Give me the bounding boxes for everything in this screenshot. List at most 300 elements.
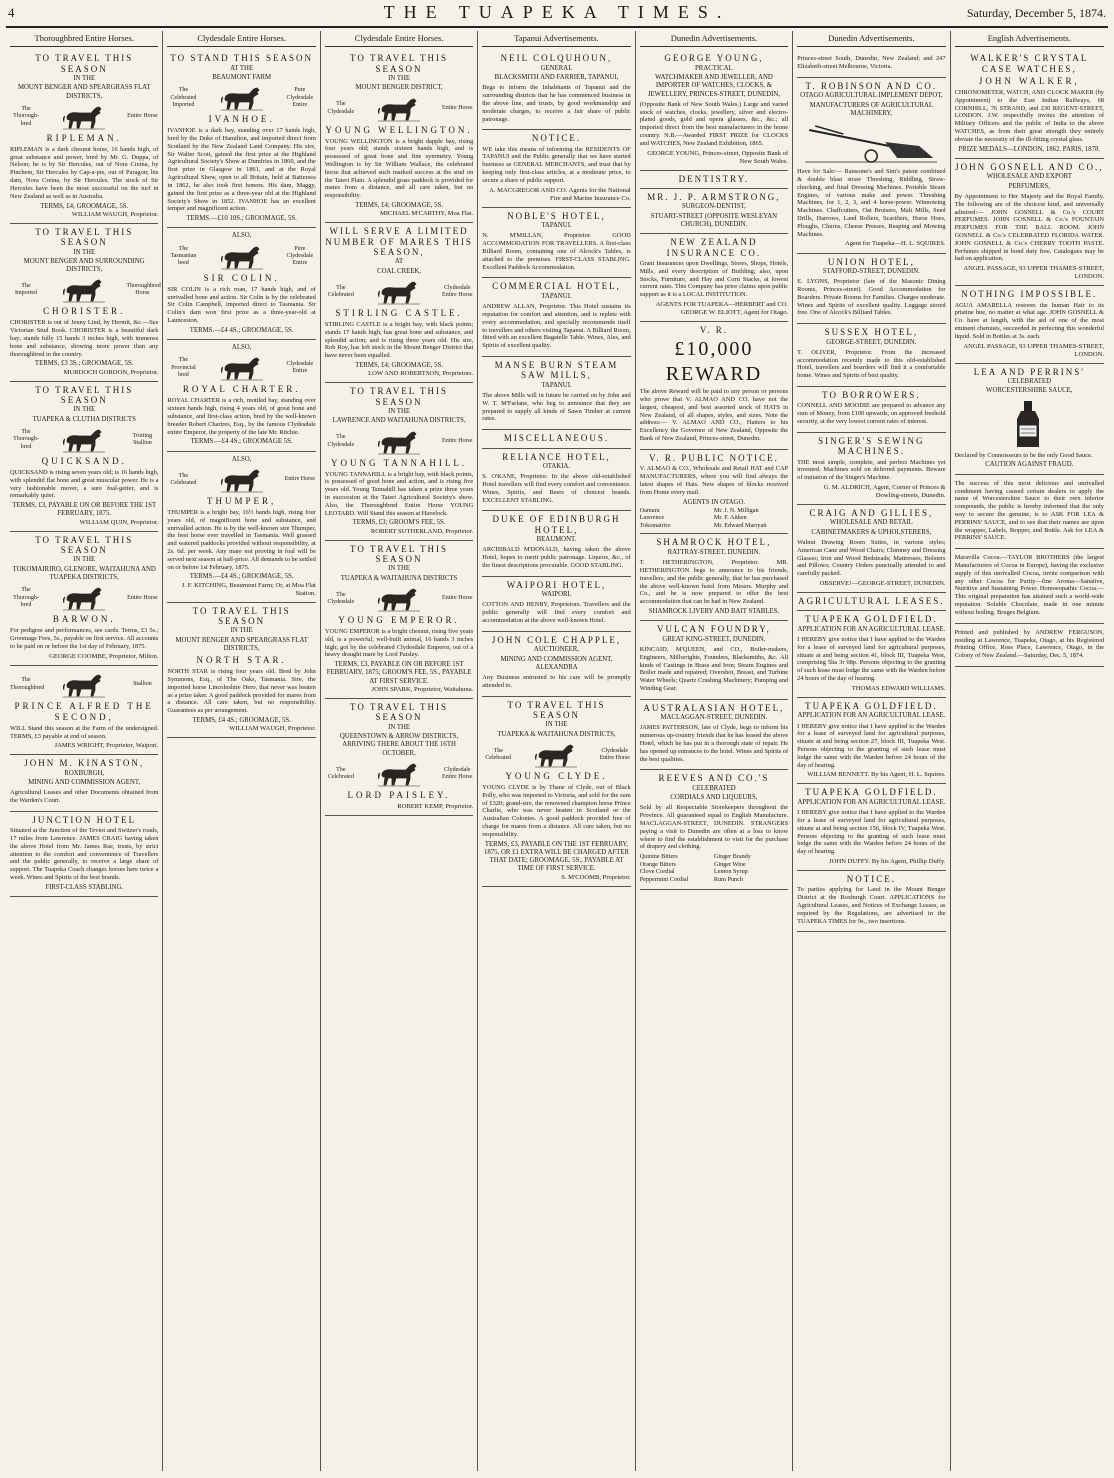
ad-subheading: ALSO,: [231, 344, 252, 352]
advertisement: [797, 254, 945, 325]
ad-heading: DUKE OF EDINBURGH HOTEL,: [492, 514, 621, 535]
horse-label-right: Clydesdale Entire Horse: [599, 747, 630, 761]
advertisement: [640, 189, 788, 234]
ad-signature: ROBERT KEMP, Proprietor.: [397, 802, 474, 810]
ad-signature: J. F. KITCHING, Beaumont Farm; Or, at Moa Flat Station.: [181, 581, 316, 597]
ad-subheading: OTAKIA.: [542, 462, 571, 470]
horse-label-left: The Celebrated: [170, 472, 197, 486]
ad-signature: WILLIAM QUIN, Proprietor.: [79, 518, 159, 526]
ad-heading: SINGER'S SEWING MACHINES.: [818, 435, 925, 457]
ad-body-text: COTTON AND HENRY, Proprietors. Travellers and the public generally will find every comfort and accommodation at the above well-known Hotel.: [482, 601, 631, 625]
ad-heading: TO TRAVEL THIS SEASON: [350, 386, 449, 407]
ad-subheading: IN THE: [388, 565, 411, 573]
horse-label-right: Stallion: [133, 681, 152, 688]
ad-subheading: IN THE: [73, 75, 96, 83]
ad-signature: G. M. ALDRICH, Agent, Corner of Princes & Dowling-streets, Dunedin.: [823, 483, 946, 500]
horse-label-right: Clydesdale Entire: [286, 361, 314, 375]
ad-heading: JOHN GOSNELL AND CO.,: [955, 161, 1104, 172]
column-5: [636, 31, 793, 1471]
advertisement: [797, 387, 945, 433]
ad-feature-name: CHORISTER.: [43, 306, 126, 317]
agent-town: Lawrence: [639, 514, 665, 522]
ad-body-text: Printed and published by ANDREW FERGUSON, residing at Lawrence, Tuapeka, Otago, at his Registered Printing Office, Ross Place, Lawrence, Otago, in the Colony of New Zealand.—Saturday, Dec. 5, 1874.: [954, 628, 1104, 660]
ad-heading: VULCAN FOUNDRY,: [656, 624, 771, 635]
cordial-item: Clove Cordial: [639, 868, 675, 876]
cordial-item: Peppermint Cordial: [639, 875, 689, 883]
advertisement: [325, 383, 473, 540]
advertisement: [640, 50, 788, 170]
ad-body-text: (Opposite Bank of New South Wales.) Large and varied stock of watches, clocks, jewellery, silver and electro-plated goods, gold and opera glasses, &c., &c.; all imported direct from the best manufacturers in the home country. N.B.—Awarded FIRST PRIZE for CLOCKS and WATCHES, New Zealand Exhibition, 1865.: [639, 100, 789, 147]
ad-heading: MANSE BURN STEAM SAW MILLS,: [494, 359, 619, 381]
ad-heading: TO TRAVEL THIS SEASON: [192, 605, 291, 627]
advertisement: [167, 452, 315, 603]
ad-signature: ANGEL PASSAGE, 93 UPPER THAMES-STREET, LONDON.: [963, 342, 1104, 358]
ad-signature: MURDOCH GORDON, Proprietor.: [63, 368, 159, 376]
ad-body-text: SIR COLIN is a rich roan, 17 hands high, and of unrivalled bone and action. Sir Colin is by the celebrated Sir Colin Campbell, imported direct to Tasmania. Sir Colin's dam won first prize as a three-year-old at Launceston.: [167, 285, 316, 324]
ad-subheading: BEAUMONT.: [536, 536, 577, 544]
ad-heading: TO BORROWERS.: [822, 390, 921, 401]
ad-heading: TO STAND THIS SEASON: [170, 53, 313, 64]
horse-label-right: Entire Horse: [442, 104, 473, 111]
agent-town: Oamaru: [639, 506, 660, 514]
ad-body-text: JAMES PATTERSON, late of Clyde, begs to inform his numerous up-country friends that he has leased the above Hotel, which he has put in a thorough state of repair. He has opened up entrances to the hotel. Wines and Spirits of the best qualities.: [639, 724, 789, 763]
advertisement: [167, 340, 315, 452]
advertisement: [640, 450, 788, 535]
ad-subheading: PRACTICAL: [695, 64, 733, 72]
advertisement: [482, 130, 630, 207]
ad-body-text: Walnut Drawing Room Suites, in various styles; American Cane and Wood Chairs; Chimney and Dressing Glasses; Iron and Wood Bedsteads; Mattresses, Bolsters and Pillows; Country Orders punctually attended to and carefully packed.: [797, 538, 946, 578]
horse-label-left: The Thorough-bred: [13, 587, 39, 608]
plough-icon: [797, 120, 945, 166]
ad-subheading-2: MINING AND COMMISSION AGENT, ALEXANDRA: [500, 655, 613, 671]
ad-subheading: AUCTIONEER,: [533, 646, 580, 654]
ad-heading: TO TRAVEL THIS SEASON: [35, 226, 134, 248]
ad-heading: TO TRAVEL THIS SEASON: [350, 543, 449, 565]
ad-subheading-2: MOUNT BENGER DISTRICT,: [355, 84, 443, 92]
advertisement: [955, 364, 1104, 475]
ad-signature: AGENTS FOR TUAPEKA—HERBERT and CO. GEORGE W. ELIOTT, Agent for Otago.: [655, 301, 789, 317]
ad-body-text: THE most simple, complete, and perfect Machines yet invented. Machines sold on deferred payments. Beware of imitation of the Singer's Machine.: [797, 458, 946, 482]
horse-illustration-row: [167, 85, 315, 111]
agent-name: Mr. F. Aitken: [713, 514, 747, 522]
ad-feature-name: NORTH STAR.: [196, 655, 287, 666]
horse-label-right: Clydesdale Entire Horse: [442, 766, 473, 780]
column-6: [793, 31, 950, 1471]
ad-subheading-2: MOUNT BENGER AND SPEARGRASS FLAT DISTRICTS,: [17, 84, 151, 100]
horse-icon: [61, 585, 107, 611]
ad-body-text: Grant Insurances upon Dwellings, Stores, Shops, Hotels, Mills, and every description of Building; also, upon Stocks, Furniture, and Hay and Corn Stacks, at lowest current rates. This Company has prior claims upon public support as it is a LOCAL INSTITUTION.: [639, 259, 789, 299]
ad-signature: S. M'COOMB, Proprietor.: [561, 873, 631, 881]
ad-heading: RELIANCE HOTEL,: [502, 451, 611, 462]
horse-icon: [219, 355, 265, 381]
ad-body-text: The above Reward will be paid to any person or persons who prove that V. ALMAO AND CO. have not the largest, cheapest, and best assorted stock of HATS in New Zealand, of all shapes, styles, and sizes. Note the address:— V. ALMAO AND CO., Hatters to his Excellency the Governor of New Zealand, Opposite the Bank of New Zealand, Princes-street, Dunedin.: [639, 388, 789, 443]
ad-heading: TUAPEKA GOLDFIELD.: [805, 700, 938, 711]
horse-illustration-row: [10, 672, 158, 698]
advertisement: [955, 50, 1104, 159]
ad-body-text: IVANHOE is a dark bay, standing over 17 hands high, bred by the Duke of Hamilton, and imported direct from Scotland by the New Zealand Land Company. His sire, Sir Walter Scott, gained the first prize at the Highland Agricultural Society's Show at Dumfries in 1860, and the first prize in Glasgow in 1861, and at the Royal Agricultural Show, open to all Britain, held at Battersea in 1862, he also took first honors. His dam, Maggy, gained the first prize as a three-year old at the Highland Society's Show in 1852. IVANHOE has an excellent temper and magnificent action.: [167, 127, 316, 213]
ad-body-text: To parties applying for Land in the Mount Benger District at the Roxburgh Court. APPLICATIONS for Agricultural Leases, and Notices of Exchange Leases, as required by the Regulations, are advertised in the TUAPEKA TIMES for 9s., two insertions.: [797, 886, 946, 925]
ad-heading: NOTICE.: [531, 133, 582, 144]
ad-subheading-2: CABINETMAKERS & UPHOLSTERERS,: [811, 528, 932, 536]
horse-label-left: The Celebrated: [327, 284, 354, 298]
ad-heading: NOBLE'S HOTEL,: [507, 210, 606, 221]
ad-body-text: ANDREW ALLAN, Proprietor. This Hotel sustains its reputation for comfort and attention, and is replete with every accommodation, and specially recommends itself to travellers and others visiting Tapanui. A Billiard Room, fitted with an excellent Bagatelle Table. Wines, Ales, and Spirits of excellent quality.: [482, 303, 631, 350]
ad-subheading: WHOLESALE AND EXPORT: [986, 173, 1072, 181]
ad-body-text: NORTH STAR is rising four years old. Bred by John Symmons, Esq., of The Oaks, Tasmania. Sire, the imported horse Lincolnshire Hero, that never was beaten as a prize taker. A good paddock provided for mares from a distance. All care taken, but no responsibility. Guarantees as per arrangement.: [167, 668, 316, 715]
ad-body-text: YOUNG WELLINGTON is a bright dapple bay, rising four years old; stands sixteen hands high, and is possessed of great bone and fine symmetry. Young Wellington is by Sir William Wallace, the celebrated horse that achieved such marked success at the stud on the Taieri Plain. A splendid grass paddock is provided for mares from a distance, and all care taken, but no responsibility.: [324, 137, 474, 200]
advertisement: [10, 812, 158, 897]
ad-heading: TO TRAVEL THIS SEASON: [35, 534, 134, 556]
ad-signature: ROBERT SUTHERLAND, Proprietor.: [370, 527, 474, 535]
horse-icon: [376, 279, 422, 305]
horse-label-right: Entire Horse: [442, 595, 473, 602]
advertisement: [640, 171, 788, 189]
ad-body-text: YOUNG CLYDE is by Thane of Clyde, out of Black Polly, who was imported to Victoria, and sold for the sum of £320; grand-sire, the renowned champion horse Prince Charlie, who was never beaten in Scotland or the Australian Colonies. A good paddock provided free of charge for mares from a distance. All care taken, but no responsibility.: [482, 783, 631, 838]
ad-body-text: The above Mills will in future be carried on by John and W. T. M'Farlane, who beg to announce that they are prepared to supply all kinds of Sawn Timber at current rates.: [482, 391, 631, 423]
ad-terms: TERMS.—£10 10S.; GROOMAGE, 5S.: [186, 215, 297, 223]
ad-heading: AGRICULTURAL LEASES.: [798, 596, 945, 607]
horse-illustration-row: [325, 761, 473, 787]
ad-signature: ANGEL PASSAGE, 93 UPPER THAMES-STREET, LONDON.: [963, 265, 1104, 281]
advertisement: [325, 223, 473, 383]
ad-terms: TERMS, £3, PAYABLE ON OR BEFORE THE 1ST FEBRUARY, 1875.: [12, 502, 157, 518]
horse-label-left: The Tasmanian bred: [170, 245, 197, 267]
ad-signature: OBSERVE!—GEORGE-STREET, DUNEDIN.: [819, 580, 946, 588]
ad-subheading: WAIPORI.: [541, 591, 572, 599]
reward-amount: £10,000 REWARD: [665, 338, 763, 385]
ad-body-text: I HEREBY give notice that I have applied to the Warden for a lease of surveyed land for agricultural purposes, situate at and being section 27, block III, Tuapeka West. Persons objecting to the granting of such lease must lodge the same with the Warden before 24 hours of the day of hearing.: [797, 722, 946, 769]
ad-subheading: SURGEON-DENTIST,: [681, 203, 746, 211]
ad-heading: REEVES AND CO.'S: [658, 773, 770, 784]
ad-heading: JOHN COLE CHAPPLE,: [491, 634, 622, 645]
ad-subheading-2: LAWRENCE AND WAITAHUNA DISTRICTS,: [332, 417, 466, 425]
ad-subheading: ALSO,: [231, 232, 252, 240]
horse-illustration-row: [10, 427, 158, 453]
sauce-bottle-icon: [999, 399, 1059, 449]
horse-icon: [61, 427, 107, 453]
ad-heading: NOTHING IMPOSSIBLE.: [961, 289, 1098, 300]
ad-heading: CRAIG AND GILLIES,: [809, 508, 934, 519]
ad-signature: JOHN DUFFY. By his Agent, Phillip Duffy.: [829, 857, 946, 865]
ad-body-text: RIPLEMAN is a dark chesnut horse, 16 hands high, of great substance and power, bred by Mr. G. Duppa, of Nelson; he is by Sir Hercules, out of Nora Creina, by Pinchem, Sir Hercules by Cap-a-pie, out of Paragon; his dam, Nora Creina, by Sir Hercules. The stock of Sir Hercules have been the most successful on the turf in New Zealand as well as in Australia.: [10, 145, 159, 200]
ad-subheading-2: MANUFACTURERS OF AGRICULTURAL MACHINERY,: [809, 101, 934, 117]
ad-subheading-2: COAL CREEK,: [377, 267, 422, 275]
ad-subheading: TAPANUI.: [541, 292, 572, 300]
ad-signature: MICHAEL M'CARTHY, Moa Flat.: [379, 210, 474, 218]
ad-heading: UNION HOTEL,: [827, 256, 915, 267]
ad-subheading-2: PERFUMERS,: [1008, 182, 1050, 190]
ad-body-text: YOUNG EMPEROR is a bright chesnut, rising five years old, is a powerful, well-built animal, 16 hands 3 inches high; got by the celebrated Clydesdale Emperor, out of a heavy draught mare by Lord Paisley.: [324, 627, 474, 659]
ad-subheading: OTAGO AGRICULTURAL IMPLEMENT DEPOT,: [800, 92, 943, 100]
newspaper-title: THE TUAPEKA TIMES.: [383, 2, 731, 22]
ad-body-text: By Appointment to Her Majesty and the Royal Family. The following are of the choicest kind, and universally admired:— JOHN GOSNELL & Co.'s COURT PERFUMES. JOHN GOSNELL & Co.'s FOUNTAIN PERFUMES FOR THE BALL ROOM. JOHN GOSNELL & Co.'s CELEBRATED FLORIDA WATER. JOHN GOSNELL & Co.'s CHERRY TOOTH PASTE. Perfumes shipped in bond duty free. Catalogues may be had on application.: [954, 192, 1104, 263]
ad-body-text: T. OLIVER, Proprietor. From the increased accommodation recently made to this old-established Hotel, travellers and boarders will find it a comfortable home. Wines and Spirits of best quality.: [797, 348, 946, 380]
ad-heading: TUAPEKA GOLDFIELD.: [805, 614, 938, 625]
horse-label-right: Trotting Stallion: [132, 432, 153, 446]
advertisement: [797, 78, 945, 254]
advertisement: [10, 532, 158, 666]
ad-heading: WALKER'S CRYSTAL CASE WATCHES,: [970, 53, 1089, 74]
ad-heading: SUSSEX HOTEL,: [824, 327, 919, 338]
horse-icon: [376, 96, 422, 122]
ad-subheading-2: MOUNT BENGER AND SURROUNDING DISTRICTS,: [23, 257, 145, 274]
ad-feature-name: ROYAL CHARTER.: [182, 384, 301, 395]
ad-signature: JAMES WRIGHT, Proprietor, Waipori.: [54, 742, 159, 750]
ad-signature: THOMAS EDWARD WILLIAMS.: [851, 684, 946, 692]
ad-feature-name: YOUNG EMPEROR.: [338, 614, 460, 625]
ad-subheading-2: BLACKSMITH AND FARRIER, TAPANUI,: [494, 73, 619, 81]
horse-illustration-row: [325, 429, 473, 455]
ad-heading: COMMERCIAL HOTEL,: [492, 281, 621, 292]
ad-subheading-2: STUART-STREET (OPPOSITE WESLEYAN CHURCH), DUNEDIN.: [650, 212, 778, 229]
ad-signature: WILLIAM BENNETT. By his Agent, H. L. Squires.: [807, 771, 946, 779]
horse-label-right: Entire Horse: [127, 594, 158, 601]
advertisement: [797, 505, 945, 593]
agent-name: Mr. J. N. Milligan: [713, 506, 759, 514]
advertisement: [482, 357, 630, 430]
advertisement: [797, 324, 945, 387]
advertisement: [797, 784, 945, 871]
horse-illustration-row: [167, 244, 315, 270]
advertisement: [797, 50, 945, 78]
ad-subheading: WHOLESALE AND RETAIL: [829, 519, 913, 527]
ad-body-text: Agricultural Leases and other Documents obtained from the Warden's Court.: [10, 789, 159, 805]
advertisement: [167, 50, 315, 228]
ad-feature-name: LORD PAISLEY.: [347, 789, 451, 800]
ad-body-text: Princes-street South, Dunedin, New Zealand; and 247 Elizabeth-street Melbourne, Victoria.: [797, 55, 946, 71]
page-number: 4: [8, 5, 15, 20]
advertisement: [482, 697, 630, 887]
column-header: Clydesdale Entire Horses.: [167, 31, 315, 47]
ad-heading: TUAPEKA GOLDFIELD.: [805, 787, 938, 798]
ad-signature: WILLIAM WAUGH, Proprietor.: [229, 725, 316, 733]
ad-heading: TO TRAVEL THIS SEASON: [350, 702, 449, 723]
ad-terms: TERMS, £4; GROOMAGE, 5S.: [40, 202, 129, 210]
advertisement: [482, 430, 630, 448]
ad-subheading: CELEBRATED: [692, 784, 736, 792]
ad-subheading: CELEBRATED: [1007, 378, 1051, 386]
horse-icon: [219, 467, 265, 493]
ad-terms: TERMS.—£4 4S.; GROOMAGE 5S.: [190, 438, 293, 446]
advertisement: [797, 433, 945, 505]
advertisement: [325, 50, 473, 223]
ad-subheading: IN THE: [230, 627, 253, 635]
horse-illustration-row: [325, 586, 473, 612]
ad-signature: WILLIAM WAUGH, Proprietor.: [71, 210, 159, 218]
horse-illustration-row: [325, 279, 473, 305]
ad-heading: T. ROBINSON AND CO.: [805, 80, 938, 91]
ad-body-text: ARCHIBALD M'DONALD, having taken the above Hotel, hopes to merit public patronage. Liquors, &c., of the finest descriptions procurable. GOOD STABLING.: [482, 546, 631, 570]
ad-feature-name: SIR COLIN.: [203, 272, 280, 283]
column-header: Dunedin Advertisements.: [797, 31, 945, 47]
ad-body-text: WILL Stand this season at the Farm of the undersigned. TERMS, £3 payable at end of season.: [10, 724, 159, 740]
column-2: [163, 31, 320, 1471]
ad-body-text: CHRONOMETER, WATCH, AND CLOCK MAKER (by Appointment) to the East Indian Railways, 68 CORNHILL, 76 STRAND, and 230 REGENT-STREET, LONDON. J.W. respectfully invites the attention of Military Officers and the public of India to the above WATCHES, as from their great strength they entirely obviate the necessity of the ill-fitting crystal glass.: [954, 89, 1104, 143]
ad-heading: WILL SERVE A LIMITED NUMBER OF MARES THIS SEASON,: [325, 226, 473, 258]
ad-heading: NEW ZEALAND INSURANCE CO.: [666, 237, 762, 258]
horse-illustration-row: [167, 355, 315, 381]
ad-body-text: YOUNG TANNAHILL is a bright bay, with black points, is possessed of good bone and action, and is rising five years old. Young Tannahill has taken a prize three years in succession at the Taieri Agricultural Society's show. Also, the Thoroughbred Entire Horse YOUNG LEOTARD. Will Stand this season at Havelock.: [324, 470, 474, 517]
ad-body-text: E. LYONS, Proprietor (late of the Masonic Dining Rooms, Princes-street). Good Accommodation for Boarders. Private Rooms for Families. Charges moderate. Wines and Spirits of excellent quality. Luggage stored free. One of Alcock's Billiard Tables.: [797, 278, 946, 317]
ad-feature-name: IVANHOE.: [208, 114, 275, 125]
ad-body-text: CHORISTER is out of Jenny Lind, by Hermit, &c.—See Victorian Stud Book. CHORISTER is a beautiful dark bay; stands fully 15 hands 3 inches high, with immense bone and substance, showing more power than any thoroughbred in the country.: [10, 319, 159, 358]
ad-subheading: IN THE: [73, 248, 96, 256]
ad-subheading: AT: [394, 258, 404, 266]
ad-body-text: I HEREBY give notice that I have applied to the Warden for a lease of surveyed land for agricultural purposes, situate at and being section 41, block III, Tuapeka West, comprising 5ha 3r 08p. Persons objecting to the granting of such lease must lodge the same with the Warden before 24 hours of the day of hearing.: [797, 636, 946, 683]
horse-label-right: Entire Horse: [127, 113, 158, 120]
ad-subheading: RATTRAY-STREET, DUNEDIN.: [667, 548, 761, 556]
ad-terms: TERMS, £4 4S.; GROOMAGE, 5S.: [192, 717, 291, 725]
advertisement: [325, 699, 473, 816]
ad-subheading: GREAT KING-STREET, DUNEDIN.: [662, 635, 766, 643]
advertisement: [640, 700, 788, 771]
ad-subheading: TAPANUI.: [541, 381, 572, 389]
ad-heading: GEORGE YOUNG,: [664, 53, 764, 64]
cordial-item: Lemon Syrup: [713, 868, 748, 876]
ad-body-text: CONNELL AND MOODIE are prepared to advance any sum of Money, from £100 upwards, on approved freehold security, at the very lowest current rates of interest.: [797, 402, 946, 426]
advertisement: [955, 475, 1104, 550]
ad-feature-name: RIPLEMAN.: [46, 132, 122, 143]
ad-heading: MISCELLANEOUS.: [503, 433, 610, 444]
ad-body-text: WE take this means of informing the RESIDENTS OF TAPANUI and the Public generally that we have started business as GENERAL MERCHANTS, and trust that by keeping only first-class articles, at a moderate price, to secure a share of public support.: [482, 145, 631, 184]
ad-subheading-2: MINING AND COMMISSION AGENT,: [28, 778, 141, 786]
ad-body-text: V. ALMAO & CO., Wholesale and Retail HAT and CAP MANUFACTURERS, where you will find always the latest shapes of Hats. New shapes of blocks received from Home every mail.: [639, 465, 789, 496]
ad-subheading-2: WORCESTERSHIRE SAUCE,: [986, 387, 1073, 395]
ad-subheading: GENERAL: [540, 64, 573, 72]
ad-feature-name: JOHN WALKER,: [978, 76, 1080, 87]
ad-signature: GEORGE COOMBE, Proprietor, Milton.: [49, 652, 159, 660]
ad-feature-name: THUMPER,: [207, 495, 277, 506]
advertisement: [482, 577, 630, 632]
horse-illustration-row: [325, 96, 473, 122]
ad-heading: V. R. PUBLIC NOTICE.: [649, 452, 779, 463]
ad-heading: NOTICE.: [846, 873, 896, 884]
ad-feature-name: QUICKSAND.: [41, 455, 127, 466]
column-4: [478, 31, 635, 1471]
ad-body-text: Situated at the Junction of the Teviot and Switzer's roads, 17 miles from Lawrence. JAMES CRAIG having taken the above Hotel from Mr. James Rae, trusts, by strict attention to the comfort and convenience of Travellers and the public generally, to receive a large share of support. The Tuapeka Coach changes horses here twice a week. Wines and Spirits of the best brands.: [10, 827, 159, 882]
cordial-item: Quinine Bitters: [639, 853, 678, 861]
ad-subheading: APPLICATION FOR AN AGRICULTURAL LEASE.: [797, 625, 946, 633]
advertisement: [640, 322, 788, 450]
horse-icon: [61, 104, 107, 130]
ad-subheading: ALSO,: [231, 455, 252, 463]
horse-icon: [219, 244, 265, 270]
ad-body-text: S. O'KANE, Proprietor. In the above old-established Hotel travellers will find every comfort and convenience. Wines, Spirits, and Beers of choicest brands. EXCELLENT STABLING.: [482, 473, 631, 504]
ad-signature: LOW AND ROBERTSON, Proprietors.: [368, 370, 474, 378]
horse-label-left: The Clydesdale: [327, 591, 355, 605]
horse-label-right: Thoroughbred Horse: [126, 283, 161, 297]
horse-icon: [61, 277, 107, 303]
horse-label-left: The Clydesdale: [327, 434, 355, 448]
ad-terms: SHAMROCK LIVERY AND BAIT STABLES.: [648, 607, 780, 615]
cordial-item: Orange Bitters: [639, 860, 676, 868]
column-header: Dunedin Advertisements.: [640, 31, 788, 47]
horse-icon: [376, 761, 422, 787]
horse-label-right: Clydesdale Entire Horse: [442, 284, 473, 298]
horse-label-left: The Celebrated: [327, 766, 354, 780]
ad-subheading: IN THE: [388, 75, 411, 83]
ad-signature: Agent for Tuapeka—H. L. SQUIRES.: [845, 240, 946, 248]
ad-terms: TERMS, £3, PAYABLE ON THE 1ST FEBRUARY, 1875, OR £1 EXTRA WILL BE CHARGED AFTER THAT DATE; GROOMAGE, 5S., PAYABLE AT TIME OF FIRST SERVICE.: [483, 840, 629, 873]
ad-subheading: AT THE: [230, 64, 254, 72]
ad-feature-name: BARWON.: [52, 614, 116, 625]
masthead: [6, 0, 1108, 28]
ad-signature: A. MACGREGOR AND CO. Agents for the National Fire and Marine Insurance Co.: [489, 186, 631, 202]
ad-subheading: IN THE: [73, 556, 96, 564]
advertisement: [10, 382, 158, 532]
ad-feature-name: STIRLING CASTLE.: [335, 307, 463, 318]
ad-heading: LEA AND PERRINS': [973, 366, 1085, 377]
advertisement: [482, 278, 630, 357]
advertisement: [955, 549, 1104, 624]
ad-subheading: IN THE: [388, 408, 411, 416]
column-3: [321, 31, 478, 1471]
horse-label-right: Entire Horse: [442, 437, 473, 444]
horse-label-left: The Thorough-bred: [13, 105, 39, 127]
horse-label-left: The Clydesdale: [327, 101, 355, 115]
advertisement: [325, 541, 473, 699]
advertisement: [797, 871, 945, 932]
column-7: [951, 31, 1108, 1471]
advertisement: [482, 511, 630, 576]
advertisement: [482, 50, 630, 130]
ad-heading: MR. J. P. ARMSTRONG,: [647, 192, 781, 203]
ad-body-text: N. M'MILLAN, Proprietor. GOOD ACCOMMODATION FOR TRAVELLERS. A first-class Billiard Room, containing one of Alcock's Tables, is attached to the premises. FIRST-CLASS STABLING. Excellent Paddock Accommodation.: [482, 232, 631, 271]
advertisement: [10, 224, 161, 382]
ad-body-text: AGUA AMARELLA restores the human Hair to its pristine hue, no matter at what age. JOHN GOSNELL & Co. have at length, with the aid of one of the most eminent chemists, succeeded in perfecting this wonderful liquid. Sold in Bottles at 3s. each.: [954, 301, 1104, 340]
ad-body-text: ROYAL CHARTER is a rich, mottled bay, standing over sixteen hands high, rising 4 years old, of great bone and substance, and first-class action, bred by the well-known breeder Robert Chartres, Esq., by the famous Clydesdale entire Emperor, the property of the late Mr. Ritchie.: [167, 397, 316, 436]
horse-label-left: The Thorough-bred: [13, 429, 39, 450]
ad-subheading: ROXBURGH,: [64, 769, 105, 777]
ad-subheading: IN THE: [73, 406, 96, 414]
ad-subheading: IN THE: [545, 721, 568, 729]
advertisement: [10, 666, 158, 756]
horse-icon: [376, 586, 422, 612]
ad-body-text: Have for Sale:— Ransome's and Sim's patent combined & double blast straw Threshing, Riddling, Straw-chucking, and final Dressing Machines. Portable Steam Engines, of various make and power. Threshing Machines, for 1, 2, 3, and 4 horse-power. Winnowing Machines. Chaffcutters, Oat Bruisers, Malt Mills, Seed Drills, Harrows, Land Rollers, Scarifiers, Horse Hoes, Ploughs, Churns, Cheese Presses, Reaping and Mowing Machines.: [797, 168, 946, 238]
advertisement: [955, 286, 1104, 363]
horse-illustration-row: [167, 467, 315, 493]
advertisement: [167, 228, 315, 340]
horse-label-left: The Celebrated: [485, 747, 512, 761]
ad-body-text: THUMPER is a bright bay, 16½ hands high, rising four years old, of magnificent bone and substance, and unrivalled action. He is by the well-known sire Thumper, the best horse ever travelled in Tasmania. Well grassed and watered paddocks provided without responsibility, at 2s. 6d. per week. Any mare not proving in foal will be served next season at half-price. All demands to be settled on or before 1st February, 1875.: [167, 508, 316, 571]
ad-feature-name: YOUNG WELLINGTON.: [325, 124, 473, 135]
column-header: Clydesdale Entire Horses.: [325, 31, 473, 47]
advertisement: [955, 159, 1104, 286]
ad-subheading-2: MOUNT BENGER AND SPEARGRASS FLAT DISTRICTS,: [175, 636, 308, 652]
ad-body-text: QUICKSAND is rising seven years old; is 16 hands high, with splendid flat bone and great muscular power. He is a very fashionable mover, a sure foal-getter, and is remarkably quiet.: [10, 468, 159, 500]
ad-subheading-2: BEAUMONT FARM: [212, 73, 272, 81]
ad-subheading-2: TUAPEKA & WAITAHUNA DISTRICTS,: [497, 730, 616, 738]
agent-name: Mr. Edward Marryatt: [713, 521, 767, 529]
horse-label-left: The Celebrated Imported: [170, 87, 197, 108]
advertisement: [797, 611, 945, 698]
cordials-list: [640, 853, 788, 883]
ad-terms: FIRST-CLASS STABLING.: [45, 883, 124, 891]
advertisement: [482, 208, 630, 279]
advertisement: [797, 593, 945, 611]
ad-feature-name: YOUNG CLYDE.: [505, 770, 608, 781]
ad-body-text: Sold by all Respectable Storekeepers throughout the Province. All guaranteed equal to English Manufacture. MACLAGGAN-STREET, DUNEDIN. STRANGERS paying a visit to Dunedin are often at a loss to know where to find the establishment to visit for the purchase of drapery and clothing.: [639, 804, 789, 851]
ad-feature-name: YOUNG TANNAHILL.: [331, 457, 468, 468]
ad-heading: TO TRAVEL THIS SEASON: [35, 384, 134, 406]
ad-subheading: TAPANUI.: [541, 222, 572, 230]
agent-town: Tokomairiro: [639, 521, 671, 529]
advertisement: [167, 603, 315, 739]
columns-grid: [6, 31, 1108, 1471]
ad-subheading-2: TUAPEKA & WAITAHUNA DISTRICTS: [340, 574, 458, 582]
ad-terms: TERMS, £3 3S.; GROOMAGE, 5S.: [34, 360, 134, 368]
advertisement: [640, 234, 788, 322]
